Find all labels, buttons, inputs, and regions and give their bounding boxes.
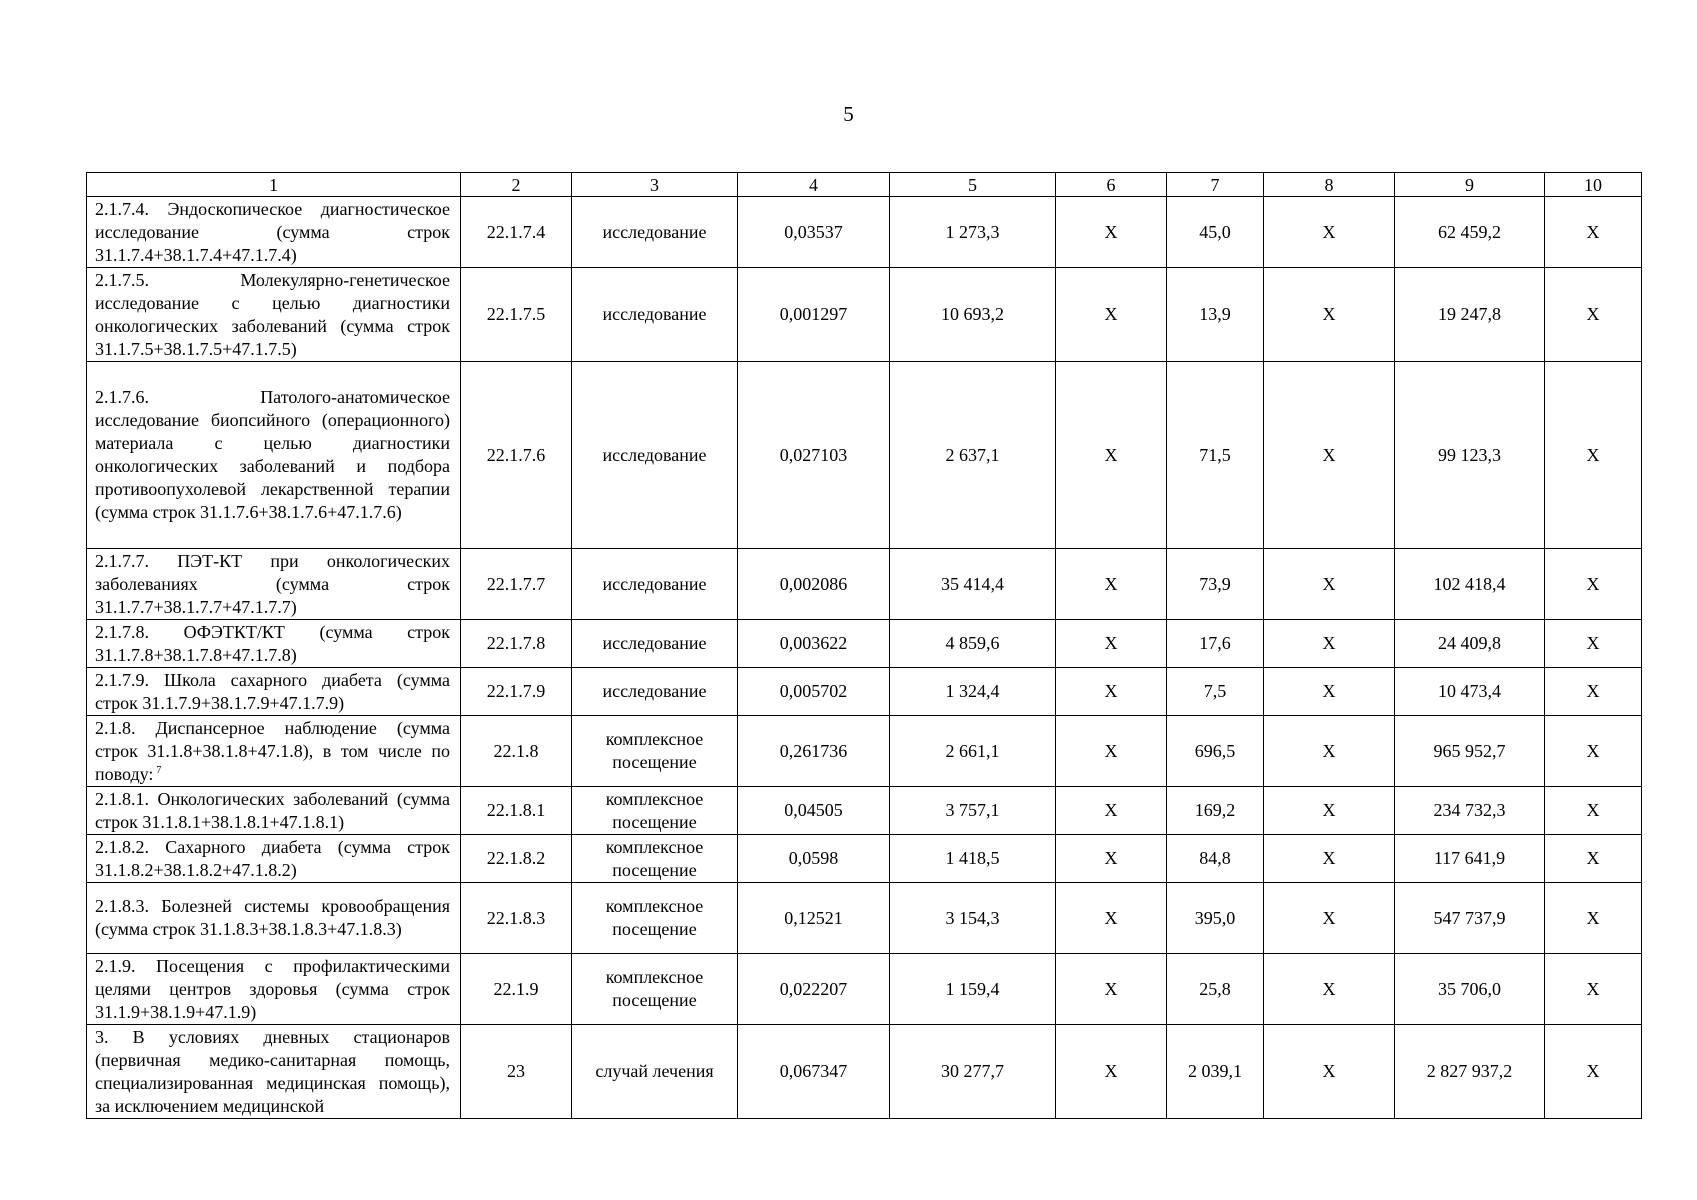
cell-col5: 4 859,6: [890, 620, 1056, 668]
cell-col8: Х: [1264, 668, 1395, 716]
row-unit: исследование: [572, 668, 738, 716]
row-name: 2.1.7.5. Молекулярно-генетическое исследование с целью диагностики онкологических заболеваний (сумма строк 31.1.7.5+38.1.7.5+47.1.7.5): [87, 268, 461, 362]
table-row: [87, 362, 1642, 549]
column-header: 9: [1395, 173, 1545, 197]
cell-col7: 25,8: [1167, 954, 1264, 1025]
row-name: [87, 716, 461, 787]
cell-col5: 3 154,3: [890, 883, 1056, 954]
cell-col7: 17,6: [1167, 620, 1264, 668]
cell-col6: Х: [1056, 1025, 1167, 1119]
cell-col6: Х: [1056, 668, 1167, 716]
cell-col6: Х: [1056, 883, 1167, 954]
page-number: 5: [843, 102, 854, 126]
cell-col8: Х: [1264, 883, 1395, 954]
row-unit: исследование: [572, 549, 738, 620]
cell-col9: 19 247,8: [1395, 268, 1545, 362]
row-name: 2.1.8.1. Онкологических заболеваний (сумма строк 31.1.8.1+38.1.8.1+47.1.8.1): [87, 787, 461, 835]
cell-col5: 2 661,1: [890, 716, 1056, 787]
row-name: 2.1.7.7. ПЭТ-КТ при онкологических заболеваниях (сумма строк 31.1.7.7+38.1.7.7+47.1.7.7): [87, 549, 461, 620]
row-unit: комплексное посещение: [572, 835, 738, 883]
cell-col9: 35 706,0: [1395, 954, 1545, 1025]
row-code: 22.1.8: [461, 716, 572, 787]
cell-col8: Х: [1264, 362, 1395, 549]
table-row: [87, 1025, 1642, 1119]
cell-col4: 0,027103: [738, 362, 890, 549]
column-header: 1: [87, 173, 461, 197]
cell-col8: Х: [1264, 620, 1395, 668]
row-unit: случай лечения: [572, 1025, 738, 1119]
cell-col5: 1 159,4: [890, 954, 1056, 1025]
cell-col6: Х: [1056, 362, 1167, 549]
row-code: 22.1.8.2: [461, 835, 572, 883]
column-header: 6: [1056, 173, 1167, 197]
cell-col6: Х: [1056, 954, 1167, 1025]
row-code: 23: [461, 1025, 572, 1119]
row-unit: комплексное посещение: [572, 716, 738, 787]
cell-col5: 1 418,5: [890, 835, 1056, 883]
row-name-text: 2.1.8. Диспансерное наблюдение (сумма строк 31.1.8+38.1.8+47.1.8), в том числе по поводу:: [95, 717, 450, 784]
column-header: 4: [738, 173, 890, 197]
row-unit: исследование: [572, 197, 738, 268]
cell-col4: 0,005702: [738, 668, 890, 716]
cell-col9: 10 473,4: [1395, 668, 1545, 716]
cell-col10: Х: [1545, 620, 1642, 668]
cell-col4: 0,001297: [738, 268, 890, 362]
cell-col4: 0,022207: [738, 954, 890, 1025]
row-code: 22.1.8.3: [461, 883, 572, 954]
table-row: [87, 549, 1642, 620]
row-code: 22.1.8.1: [461, 787, 572, 835]
column-header: 8: [1264, 173, 1395, 197]
cell-col10: Х: [1545, 954, 1642, 1025]
cell-col9: 547 737,9: [1395, 883, 1545, 954]
column-header: 7: [1167, 173, 1264, 197]
cell-col6: Х: [1056, 787, 1167, 835]
cell-col4: 0,03537: [738, 197, 890, 268]
table-row: [87, 197, 1642, 268]
cell-col7: 395,0: [1167, 883, 1264, 954]
row-unit: исследование: [572, 620, 738, 668]
table-row: [87, 268, 1642, 362]
row-code: 22.1.7.5: [461, 268, 572, 362]
cell-col7: 2 039,1: [1167, 1025, 1264, 1119]
table-row: [87, 787, 1642, 835]
row-unit: комплексное посещение: [572, 787, 738, 835]
cell-col7: 696,5: [1167, 716, 1264, 787]
cell-col7: 73,9: [1167, 549, 1264, 620]
cell-col4: 0,04505: [738, 787, 890, 835]
cell-col7: 13,9: [1167, 268, 1264, 362]
row-name: 2.1.9. Посещения с профилактическими целями центров здоровья (сумма строк 31.1.9+38.1.9+47.1.9): [87, 954, 461, 1025]
cell-col9: 234 732,3: [1395, 787, 1545, 835]
row-code: 22.1.9: [461, 954, 572, 1025]
cell-col8: Х: [1264, 549, 1395, 620]
header-row: [87, 173, 1642, 197]
column-header: 5: [890, 173, 1056, 197]
cell-col10: Х: [1545, 197, 1642, 268]
cell-col8: Х: [1264, 954, 1395, 1025]
cell-col8: Х: [1264, 787, 1395, 835]
row-code: 22.1.7.8: [461, 620, 572, 668]
table-row: [87, 716, 1642, 787]
cell-col9: 99 123,3: [1395, 362, 1545, 549]
row-unit: исследование: [572, 362, 738, 549]
cell-col6: Х: [1056, 197, 1167, 268]
cell-col5: 3 757,1: [890, 787, 1056, 835]
cell-col6: Х: [1056, 835, 1167, 883]
row-name: 2.1.7.6. Патолого-анатомическое исследование биопсийного (операционного) материала с целью диагностики онкологических заболеваний и подбора противоопухолевой лекарственной терапии (сумма строк 31.1.7.6+38.1.7.6+47.1.7.6): [87, 362, 461, 549]
table-row: [87, 668, 1642, 716]
cell-col4: 0,002086: [738, 549, 890, 620]
cell-col9: 2 827 937,2: [1395, 1025, 1545, 1119]
cell-col6: Х: [1056, 549, 1167, 620]
cell-col5: 1 324,4: [890, 668, 1056, 716]
row-name: 2.1.8.3. Болезней системы кровообращения (сумма строк 31.1.8.3+38.1.8.3+47.1.8.3): [87, 883, 461, 954]
table-row: [87, 835, 1642, 883]
row-code: 22.1.7.6: [461, 362, 572, 549]
cell-col5: 1 273,3: [890, 197, 1056, 268]
cell-col7: 7,5: [1167, 668, 1264, 716]
cell-col8: Х: [1264, 1025, 1395, 1119]
cell-col9: 117 641,9: [1395, 835, 1545, 883]
cell-col6: Х: [1056, 268, 1167, 362]
row-name: 2.1.7.4. Эндоскопическое диагностическое исследование (сумма строк 31.1.7.4+38.1.7.4+47.1.7.4): [87, 197, 461, 268]
cell-col8: Х: [1264, 197, 1395, 268]
row-name: 2.1.7.9. Школа сахарного диабета (сумма строк 31.1.7.9+38.1.7.9+47.1.7.9): [87, 668, 461, 716]
cell-col7: 45,0: [1167, 197, 1264, 268]
cell-col9: 62 459,2: [1395, 197, 1545, 268]
table-row: [87, 883, 1642, 954]
column-header: 3: [572, 173, 738, 197]
cell-col4: 0,0598: [738, 835, 890, 883]
table-row: [87, 954, 1642, 1025]
row-name: 2.1.8.2. Сахарного диабета (сумма строк 31.1.8.2+38.1.8.2+47.1.8.2): [87, 835, 461, 883]
cell-col4: 0,261736: [738, 716, 890, 787]
cell-col9: 24 409,8: [1395, 620, 1545, 668]
cell-col5: 10 693,2: [890, 268, 1056, 362]
cell-col10: Х: [1545, 549, 1642, 620]
cell-col8: Х: [1264, 716, 1395, 787]
cell-col9: 102 418,4: [1395, 549, 1545, 620]
row-code: 22.1.7.9: [461, 668, 572, 716]
column-header: 2: [461, 173, 572, 197]
row-unit: исследование: [572, 268, 738, 362]
row-name: 2.1.7.8. ОФЭТКТ/КТ (сумма строк 31.1.7.8+38.1.7.8+47.1.7.8): [87, 620, 461, 668]
cell-col6: Х: [1056, 716, 1167, 787]
cell-col10: Х: [1545, 268, 1642, 362]
cell-col6: Х: [1056, 620, 1167, 668]
row-unit: комплексное посещение: [572, 954, 738, 1025]
footnote-marker: 7: [156, 764, 162, 776]
cell-col10: Х: [1545, 668, 1642, 716]
cell-col5: 2 637,1: [890, 362, 1056, 549]
cell-col10: Х: [1545, 362, 1642, 549]
cell-col4: 0,003622: [738, 620, 890, 668]
cell-col10: Х: [1545, 883, 1642, 954]
row-name: 3. В условиях дневных стационаров (первичная медико-санитарная помощь, специализированная медицинская помощь), за исключением медицинской: [87, 1025, 461, 1119]
row-code: 22.1.7.4: [461, 197, 572, 268]
cell-col10: Х: [1545, 1025, 1642, 1119]
cell-col8: Х: [1264, 835, 1395, 883]
cell-col7: 84,8: [1167, 835, 1264, 883]
cell-col9: 965 952,7: [1395, 716, 1545, 787]
cell-col10: Х: [1545, 835, 1642, 883]
cell-col7: 169,2: [1167, 787, 1264, 835]
cell-col8: Х: [1264, 268, 1395, 362]
table-row: [87, 620, 1642, 668]
cell-col5: 35 414,4: [890, 549, 1056, 620]
table-body: [87, 173, 1642, 1119]
cell-col10: Х: [1545, 787, 1642, 835]
cell-col5: 30 277,7: [890, 1025, 1056, 1119]
cell-col4: 0,067347: [738, 1025, 890, 1119]
column-header: 10: [1545, 173, 1642, 197]
cell-col10: Х: [1545, 716, 1642, 787]
cell-col7: 71,5: [1167, 362, 1264, 549]
cell-col4: 0,12521: [738, 883, 890, 954]
data-table: [86, 172, 1642, 1119]
row-unit: комплексное посещение: [572, 883, 738, 954]
row-code: 22.1.7.7: [461, 549, 572, 620]
